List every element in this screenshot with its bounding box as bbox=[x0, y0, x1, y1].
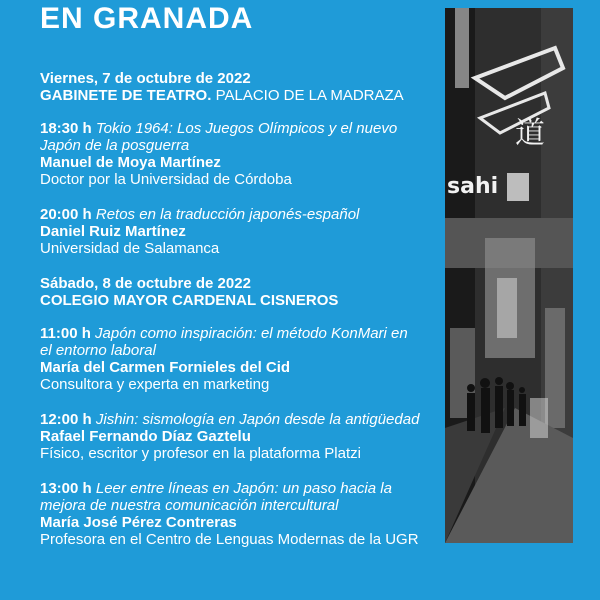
event-time: 20:00 h bbox=[40, 206, 92, 223]
sign-text-kanji: 道 bbox=[515, 116, 545, 151]
event-speaker: María del Carmen Fornieles del Cid bbox=[40, 359, 291, 376]
event-talk: Tokio 1964: Los Juegos Olímpicos y el nuevo Japón de la posguerra bbox=[40, 120, 398, 154]
venue-detail: PALACIO DE LA MADRAZA bbox=[211, 87, 404, 104]
event-affiliation: Físico, escritor y profesor en la plataforma Platzi bbox=[40, 445, 361, 462]
event-time: 12:00 h bbox=[40, 411, 92, 428]
venue bbox=[40, 292, 420, 309]
street-photo bbox=[445, 8, 573, 543]
event-affiliation: Consultora y experta en marketing bbox=[40, 376, 270, 393]
event-item bbox=[40, 411, 420, 462]
event-item bbox=[40, 120, 420, 188]
day-saturday bbox=[40, 275, 420, 309]
event-time: 18:30 h bbox=[40, 120, 92, 137]
page-title: EN GRANADA bbox=[40, 2, 254, 35]
event-affiliation: Doctor por la Universidad de Córdoba bbox=[40, 171, 292, 188]
event-time: 13:00 h bbox=[40, 480, 92, 497]
event-item bbox=[40, 480, 420, 548]
event-speaker: Manuel de Moya Martínez bbox=[40, 154, 221, 171]
street-photo-illustration bbox=[445, 8, 573, 543]
venue bbox=[40, 87, 420, 104]
event-affiliation: Profesora en el Centro de Lenguas Modernas de la UGR bbox=[40, 531, 419, 548]
day-friday bbox=[40, 70, 420, 104]
event-talk: Jishin: sismología en Japón desde la antigüedad bbox=[95, 411, 420, 428]
venue-name: GABINETE DE TEATRO. bbox=[40, 87, 212, 104]
day-date: Viernes, 7 de octubre de 2022 bbox=[40, 70, 251, 87]
event-affiliation: Universidad de Salamanca bbox=[40, 240, 220, 257]
program-content bbox=[40, 70, 420, 566]
sign-text-latin: sahi bbox=[447, 174, 499, 199]
event-talk: Japón como inspiración: el método KonMari en el entorno laboral bbox=[40, 325, 408, 359]
event-speaker: Rafael Fernando Díaz Gaztelu bbox=[40, 428, 251, 445]
event-item bbox=[40, 206, 420, 257]
event-talk: Leer entre líneas en Japón: un paso hacia la mejora de nuestra comunicación intercultural bbox=[40, 480, 392, 514]
event-speaker: Daniel Ruiz Martínez bbox=[40, 223, 186, 240]
event-item bbox=[40, 325, 420, 393]
event-speaker: María José Pérez Contreras bbox=[40, 514, 237, 531]
event-talk: Retos en la traducción japonés-español bbox=[95, 206, 360, 223]
venue-name: COLEGIO MAYOR CARDENAL CISNEROS bbox=[40, 292, 339, 309]
day-date: Sábado, 8 de octubre de 2022 bbox=[40, 275, 251, 292]
event-time: 11:00 h bbox=[40, 325, 91, 342]
